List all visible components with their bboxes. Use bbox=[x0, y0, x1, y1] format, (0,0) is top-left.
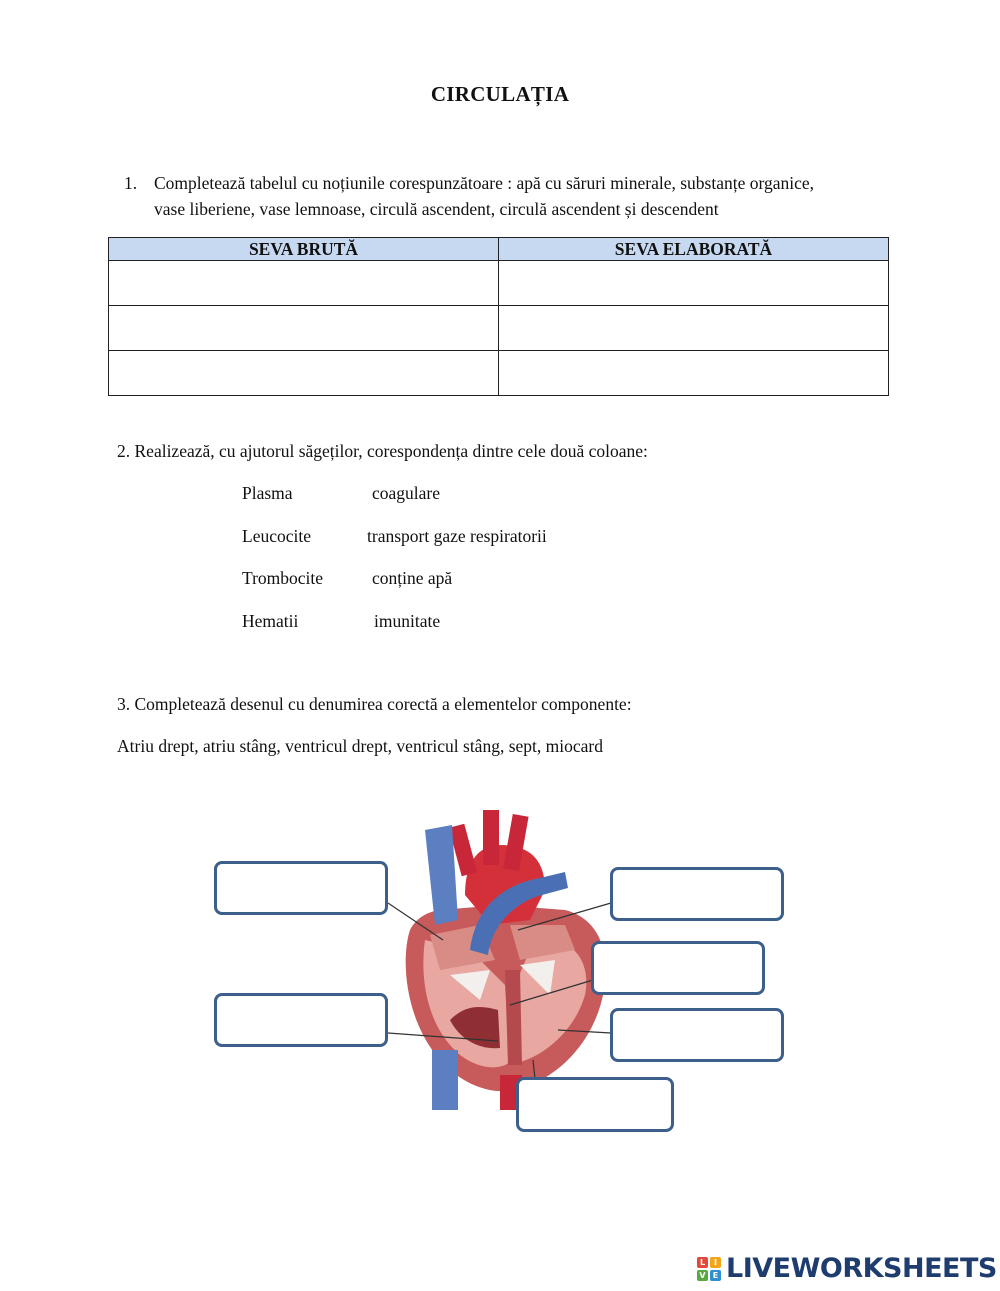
answer-box[interactable] bbox=[214, 993, 388, 1047]
answer-box[interactable] bbox=[214, 861, 388, 915]
answer-box[interactable] bbox=[516, 1077, 674, 1132]
match-right-item[interactable]: transport gaze respiratorii bbox=[367, 526, 547, 546]
question-2-instruction: 2. Realizează, cu ajutorul săgeților, corespondența dintre cele două coloane: bbox=[117, 441, 648, 461]
header-raw-sap: SEVA BRUTĂ bbox=[109, 238, 499, 261]
match-left-item[interactable]: Leucocite bbox=[242, 526, 311, 546]
question-1-line-1: Completează tabelul cu noțiunile corespunzătoare : apă cu săruri minerale, substanțe organice, bbox=[154, 173, 815, 193]
logo-text: LIVEWORKSHEETS bbox=[726, 1253, 997, 1284]
match-left-item[interactable]: Plasma bbox=[242, 483, 293, 503]
question-1-line-2: vase liberiene, vase lemnoase, circulă ascendent, circulă ascendent și descendent bbox=[154, 199, 719, 219]
match-right-item[interactable]: coagulare bbox=[372, 483, 441, 503]
match-right-item[interactable]: imunitate bbox=[374, 611, 441, 631]
match-left-item[interactable]: Hematii bbox=[242, 611, 299, 631]
question-3-instruction: 3. Completează desenul cu denumirea corectă a elementelor componente: bbox=[117, 694, 632, 714]
question-1-number: 1. bbox=[124, 173, 138, 193]
answer-box[interactable] bbox=[610, 867, 784, 921]
answer-box[interactable] bbox=[610, 1008, 784, 1062]
answer-box[interactable] bbox=[591, 941, 765, 995]
page-title: CIRCULAȚIA bbox=[430, 82, 570, 106]
logo-cubes-icon: L I V E bbox=[697, 1257, 721, 1281]
question-3-terms: Atriu drept, atriu stâng, ventricul drept, ventricul stâng, sept, miocard bbox=[117, 736, 603, 756]
liveworksheets-logo bbox=[697, 1253, 997, 1284]
match-right-item[interactable]: conține apă bbox=[372, 568, 453, 588]
match-left-item[interactable]: Trombocite bbox=[242, 568, 324, 588]
header-elaborated-sap: SEVA ELABORATĂ bbox=[499, 238, 889, 261]
